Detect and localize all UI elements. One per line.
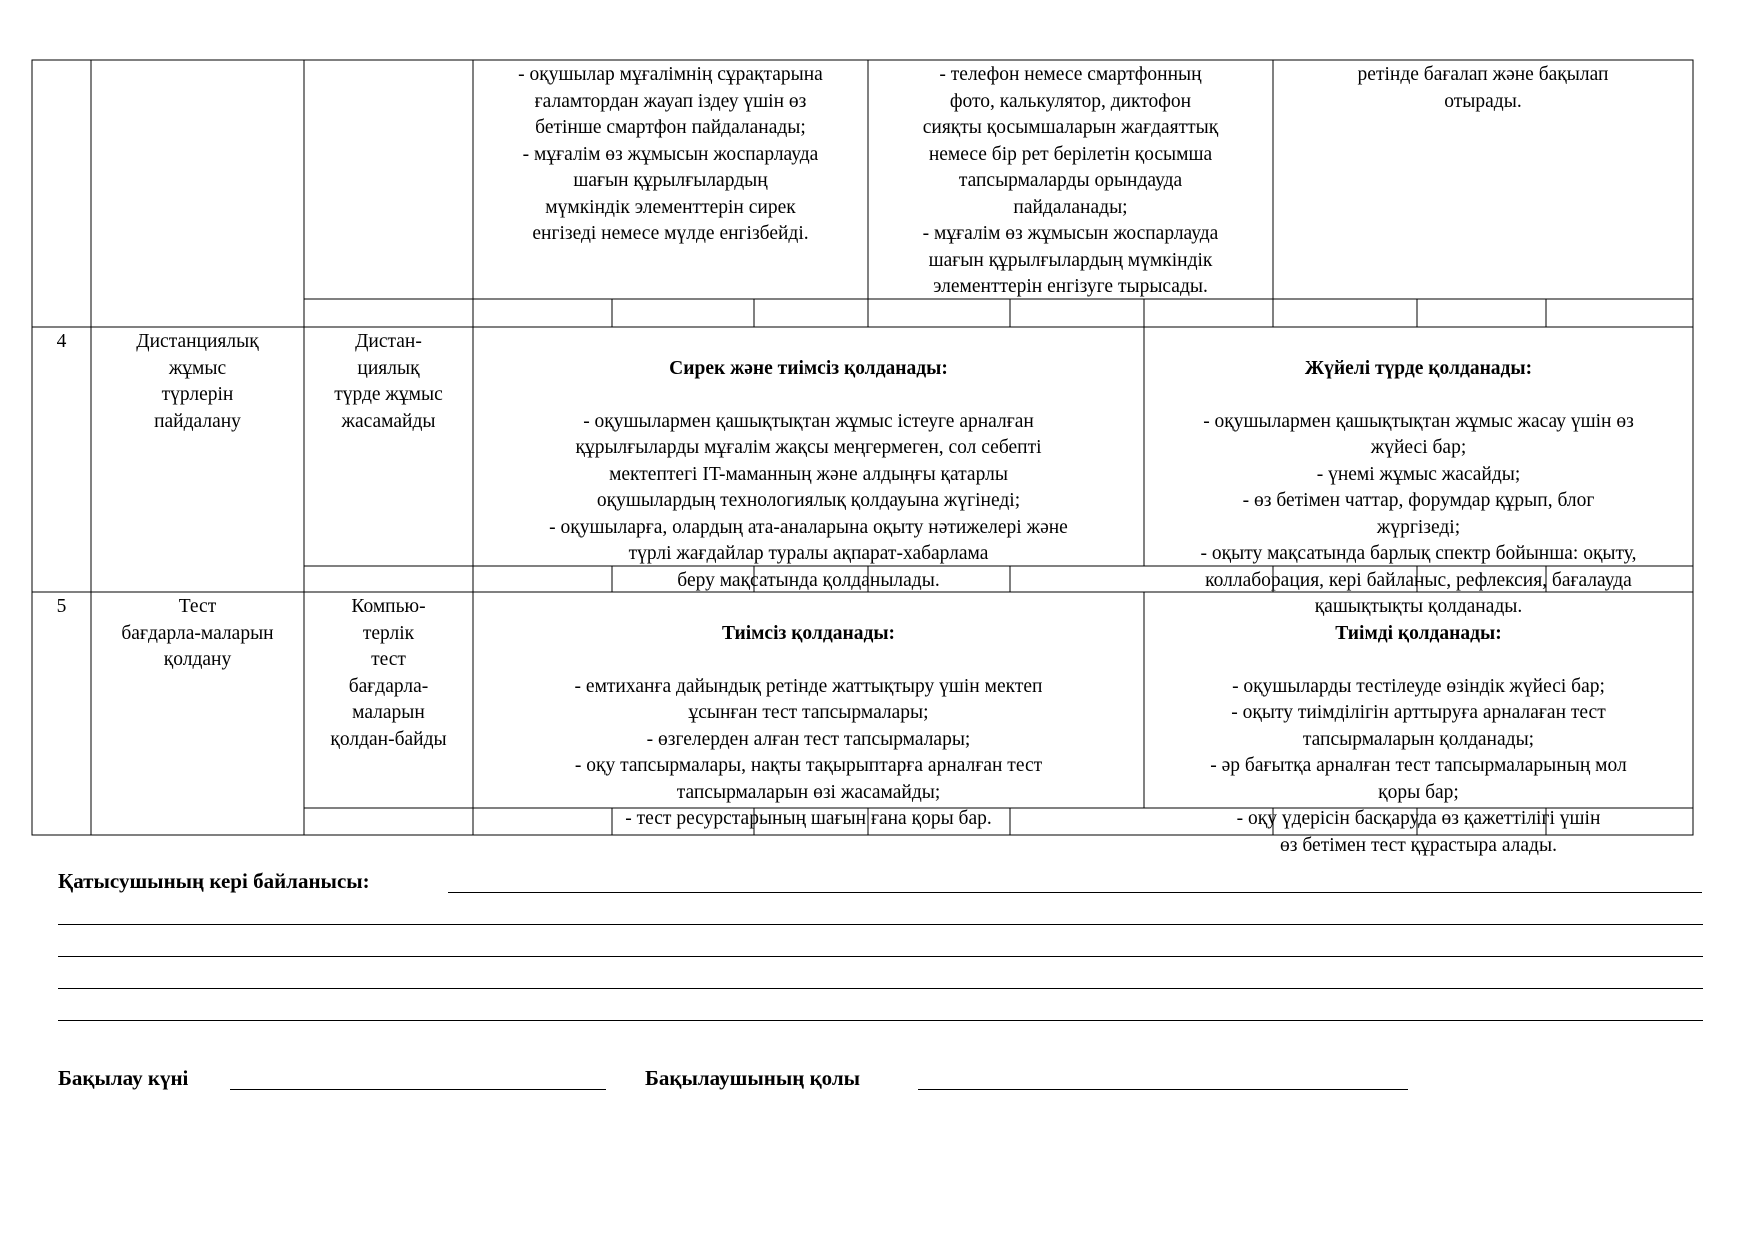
row-4-high-level-text: - оқушылармен қашықтықтан жұмыс жасау үшін өз жүйесі бар; - үнемі жұмыс жасайды; - өз бетімен чаттар, форумдар құрып, блог жүргізеді; - оқыту мақсатында барлық спектр бойынша: оқыту, коллаборация, кері байланыс, рефлексия, бағалауда қашықтықты қолданады. — [1200, 410, 1637, 617]
row-5-high-level-cell — [1144, 594, 1693, 856]
row-4-low-level-cell — [473, 329, 1144, 591]
continuation-mid-level-cell: - телефон немесе смартфонның фото, калькулятор, диктофон сияқты қосымшаларын жағдаяттық немесе бір рет берілетін қосымша тапсырмаларды орындауда пайдаланады; - мұғалім өз жұмысын жоспарлауда шағын құрылғылардың мүмкіндік элементтерін енгізуге тырысады. — [922, 64, 1219, 297]
row-5-criterion: Тест бағдарла-маларын қолдану — [121, 596, 274, 670]
row-5-low-level-cell — [473, 594, 1144, 829]
row-5-low-level-title: Тиімсіз қолданады: — [721, 622, 896, 644]
continuation-low-level-cell: - оқушылар мұғалімнің сұрақтарына ғаламтордан жауап іздеу үшін өз бетінше смартфон пайдаланады; - мұғалім өз жұмысын жоспарлауда шағын құрылғылардың мүмкіндік элементтерін сирек енгізеді немесе мүлде енгізбейді. — [518, 64, 823, 244]
row-4-low-level-text: - оқушылармен қашықтықтан жұмыс істеуге арналған құрылғыларды мұғалім жақсы меңгермеген, сол себепті мектептегі IT-маманның және алдыңғы қатарлы оқушылардың технологиялық қолдауына жүгінеді; - оқушыларға, олардың ата-аналарына оқыту нәтижелері және түрлі жағдайлар туралы ақпарат-хабарлама беру мақсатында қолданылады. — [549, 410, 1068, 591]
row-5-number: 5 — [56, 596, 67, 617]
signature-label: Бақылаушының қолы — [645, 1066, 861, 1090]
continuation-high-level-cell: ретінде бағалап және бақылап отырады. — [1357, 64, 1609, 112]
row-5-level-zero: Компью- терлік тест бағдарла- маларын қолдан-байды — [330, 596, 447, 750]
row-4-high-level-title: Жүйелі түрде қолданады: — [1304, 357, 1533, 379]
row-4-high-level-cell — [1144, 329, 1693, 617]
date-row — [58, 1066, 188, 1091]
row-4-number: 4 — [56, 331, 67, 352]
date-line[interactable] — [230, 1089, 606, 1090]
row-4-criterion: Дистанциялық жұмыс түрлерін пайдалану — [136, 331, 259, 432]
feedback-line-5[interactable] — [58, 1020, 1703, 1021]
feedback-line-2[interactable] — [58, 924, 1703, 925]
row-5-high-level-title: Тиімді қолданады: — [1335, 622, 1502, 644]
row-4-level-zero: Дистан- циялық түрде жұмыс жасамайды — [334, 331, 443, 432]
feedback-row — [58, 869, 370, 894]
feedback-line-3[interactable] — [58, 956, 1703, 957]
row-5-low-level-text: - емтиханға дайындық ретінде жаттықтыру үшін мектеп ұсынған тест тапсырмалары; - өзгелерден алған тест тапсырмалары; - оқу тапсырмалары, нақты тақырыптарға арналған тест тапсырмаларын өзі жасамайды; - тест ресурстарының шағын ғана қоры бар. — [574, 675, 1043, 829]
signature-row — [645, 1066, 860, 1091]
feedback-label: Қатысушының кері байланысы: — [58, 869, 370, 893]
feedback-line-1[interactable] — [448, 892, 1702, 893]
row-5-high-level-text: - оқушыларды тестілеуде өзіндік жүйесі бар; - оқыту тиімділігін арттыруға арналаған тест тапсырмаларын қолданады; - әр бағытқа арналған тест тапсырмаларының мол қоры бар; - оқу үдерісін басқаруда өз қажеттілігі үшін өз бетімен тест құрастыра алады. — [1210, 675, 1627, 856]
row-4-low-level-title: Сирек және тиімсіз қолданады: — [669, 357, 948, 379]
evaluation-table — [32, 60, 1693, 856]
feedback-line-4[interactable] — [58, 988, 1703, 989]
date-label: Бақылау күні — [58, 1066, 189, 1090]
signature-line[interactable] — [918, 1089, 1408, 1090]
